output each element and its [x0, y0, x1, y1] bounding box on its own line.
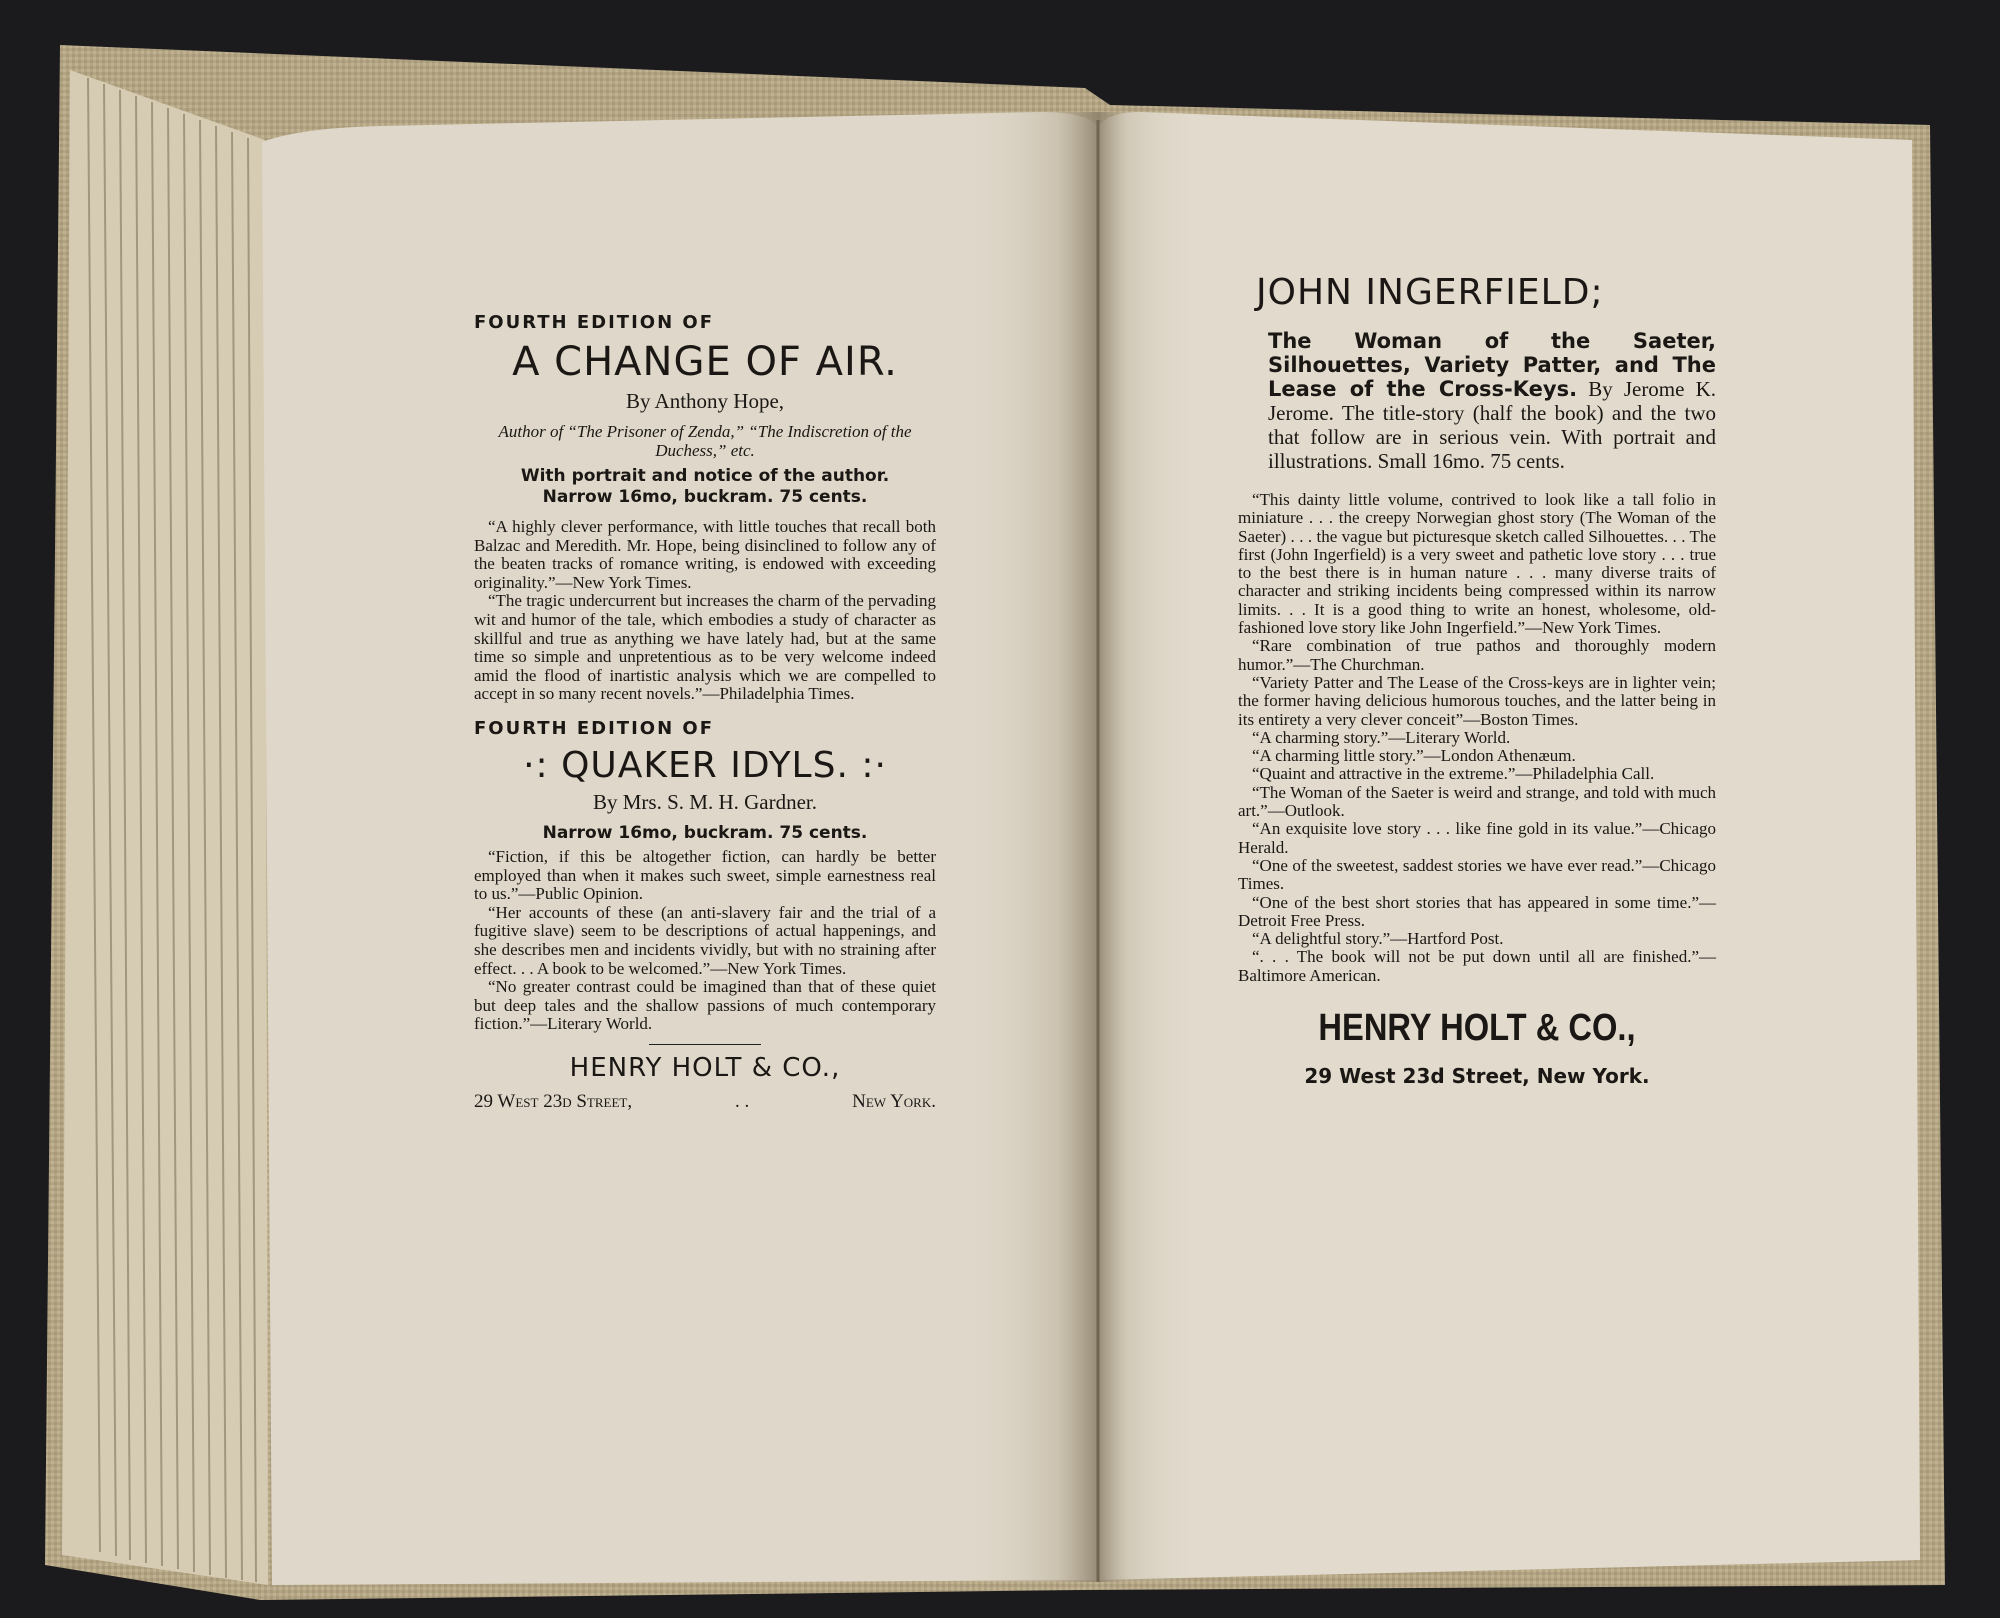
- left-page-text: [474, 312, 936, 1113]
- byline-hope: By Anthony Hope,: [625, 389, 785, 413]
- book-title-quaker-idyls: ·: QUAKER IDYLS. :·: [523, 744, 887, 786]
- contents-list: The Woman of the Saeter, Silhouettes, Variety Patter, and The Lease of the Cross-Keys.: [1268, 329, 1716, 401]
- format-price-1: Narrow 16mo, buckram. 75 cents.: [542, 487, 868, 507]
- contents-author-details: By Jerome K. Jerome. The title-story (half the book) and the two that follow are in serious vein. With portrait and illustrations. Small 16mo. 75 cents.: [1268, 377, 1716, 473]
- publisher-address: [474, 1091, 936, 1113]
- review-quote: “This dainty little volume, contrived to look like a tall folio in miniature . . . the creepy Norwegian ghost story (The Woman of the Saeter) . . . the vague but picturesque sketch called Silhouettes. . . The first (John Ingerfield) is a very sweet and pathetic love story . . . true to the best there is in human nature . . . many diverse traits of character and striking incidents being compressed within its narrow limits. . . It is a good thing to write an honest, wholesome, old-fashioned love story like John Ingerfield.”—New York Times.: [1238, 490, 1716, 638]
- review-quote: “Her accounts of these (an anti-slavery fair and the trial of a fugitive slave) seem to be descriptions of actual happenings, and she describes men and incidents vividly, but with no straining after effect. . . A book to be welcomed.”—New York Times.: [474, 902, 936, 978]
- review-quote: “Fiction, if this be altogether fiction, can hardly be better employed than when it makes such sweet, simple earnestness real to us.”—Public Opinion.: [474, 846, 936, 904]
- format-price-2: Narrow 16mo, buckram. 75 cents.: [542, 822, 868, 843]
- author-note: Author of “The Prisoner of Zenda,” “The Indiscretion of the Duchess,” etc.: [498, 422, 912, 460]
- review-quote: “A charming story.”—Literary World.: [1252, 727, 1511, 747]
- review-quote: “Quaint and attractive in the extreme.”—Philadelphia Call.: [1252, 764, 1655, 784]
- edition-heading-1: FOURTH EDITION OF: [474, 312, 715, 333]
- address-street: 29 West 23d Street,: [474, 1091, 633, 1113]
- book-title-john-ingerfield: JOHN INGERFIELD;: [1256, 272, 1604, 313]
- byline-gardner: By Mrs. S. M. H. Gardner.: [593, 789, 817, 814]
- review-quote: “Rare combination of true pathos and thoroughly modern humor.”—The Churchman.: [1238, 636, 1716, 674]
- detail-portrait: With portrait and notice of the author.: [520, 466, 890, 486]
- publisher-name: HENRY HOLT & CO.,: [1318, 1007, 1636, 1050]
- review-quote: “. . . The book will not be put down until all are finished.”—Baltimore American.: [1238, 947, 1716, 985]
- review-quote: “The tragic undercurrent but increases the charm of the pervading wit and humor of the tale, which embodies a study of character as skillful and true as anything we have lately had, but at the same time so simple and unpretentious as to be very welcome indeed amid the flood of inartistic analysis which we are compelled to accept in so many recent novels.”—Philadelphia Times.: [474, 591, 936, 704]
- review-quote: “One of the best short stories that has appeared in some time.”—Detroit Free Press.: [1238, 892, 1716, 930]
- review-quote: “Variety Patter and The Lease of the Cross-keys are in lighter vein; the former having delicious humorous touches, and the latter being in its entirety a very clever conceit”—Boston Times.: [1238, 672, 1716, 729]
- edition-heading-2: FOURTH EDITION OF: [474, 717, 715, 739]
- review-quote: “A delightful story.”—Hartford Post.: [1252, 929, 1504, 949]
- book-title-change-of-air: A CHANGE OF AIR.: [512, 339, 898, 385]
- review-quote: “No greater contrast could be imagined than that of these quiet but deep tales and the shallow passions of much contemporary fiction.”—Literary World.: [474, 977, 936, 1034]
- address-dots: . .: [734, 1091, 750, 1113]
- review-quote: “The Woman of the Saeter is weird and strange, and told with much art.”—Outlook.: [1238, 782, 1716, 821]
- right-page-text: [1238, 272, 1716, 1088]
- review-quote: “A highly clever performance, with little touches that recall both Balzac and Meredith. Mr. Hope, being disinclined to follow any of the beaten tracks of romance writing, is endowed with exceeding originality.”—New York Times.: [474, 517, 936, 592]
- review-quote: “One of the sweetest, saddest stories we have ever read.”—Chicago Times.: [1238, 855, 1716, 894]
- address-city: New York.: [852, 1091, 936, 1113]
- review-quote: “A charming little story.”—London Athenæum.: [1252, 746, 1576, 766]
- review-quote: “An exquisite love story . . . like fine gold in its value.”—Chicago Herald.: [1238, 819, 1716, 857]
- contents-description: [1268, 329, 1716, 473]
- publisher-name: HENRY HOLT & CO.,: [569, 1053, 841, 1084]
- publisher-address: 29 West 23d Street, New York.: [1304, 1064, 1650, 1089]
- divider-rule: [649, 1044, 761, 1046]
